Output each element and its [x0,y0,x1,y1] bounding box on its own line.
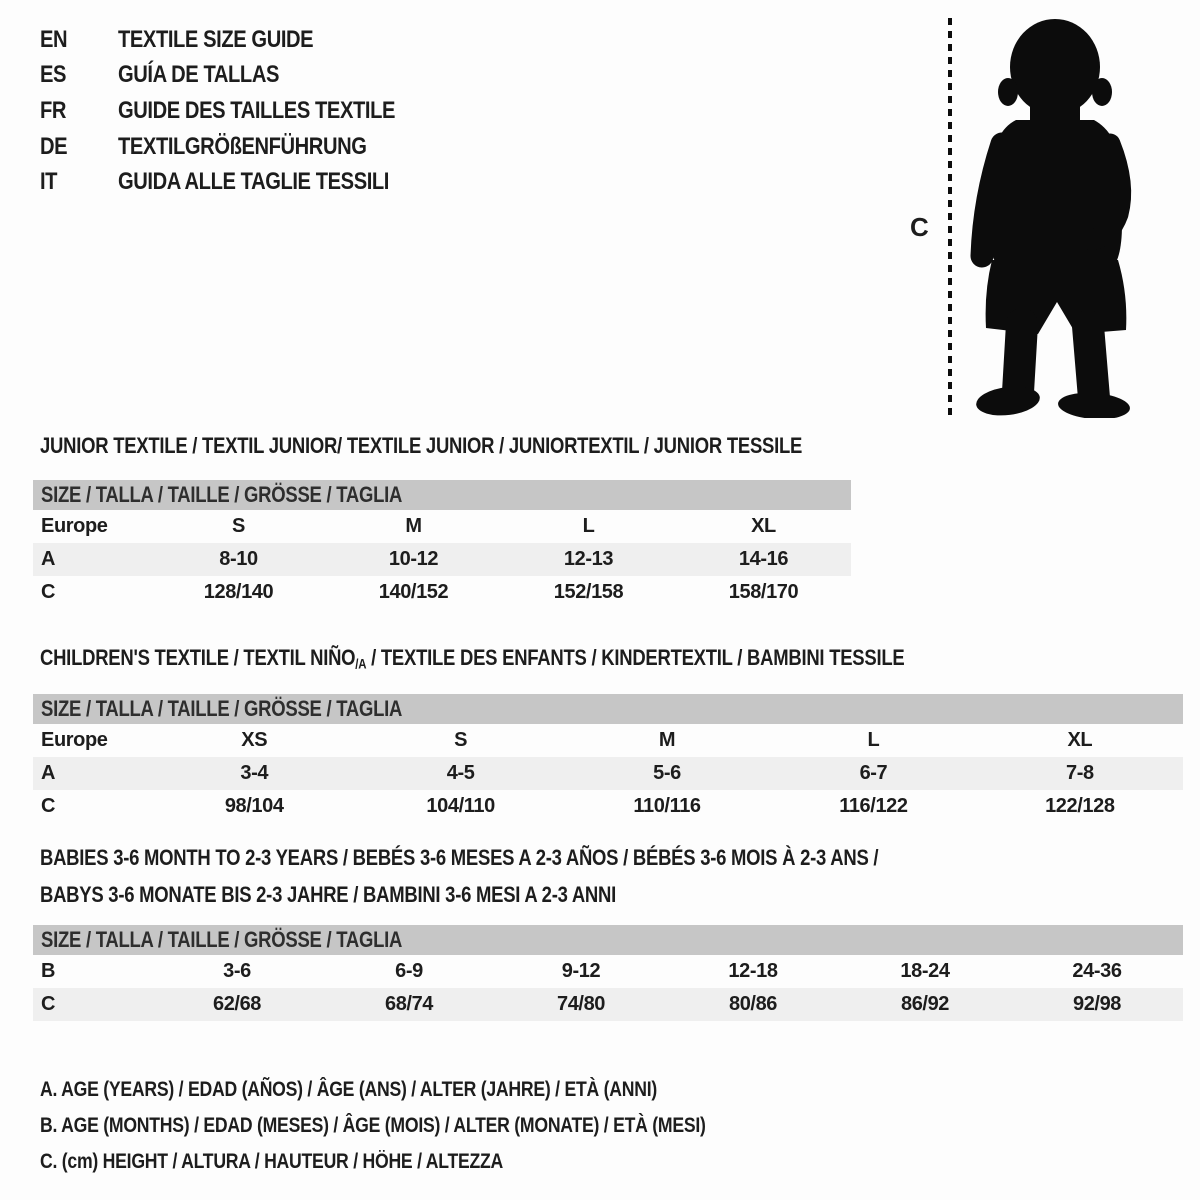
size-header-bar [33,925,1183,955]
guide-title: GUIDA ALLE TAGLIE TESSILI [118,168,389,196]
height-cell: 92/98 [1072,993,1122,1015]
language-title-list [40,22,448,200]
row-label: Europe [41,515,108,537]
legend-line-a: A. AGE (YEARS) / EDAD (AÑOS) / ÂGE (ANS) / ALTER (JAHRE) / ETÀ (ANNI) [40,1078,658,1101]
language-row [40,22,448,58]
height-cell: 80/86 [728,993,778,1015]
age-cell: 18-24 [900,960,950,982]
height-cell: 128/140 [203,581,274,603]
age-cell: 3-4 [240,762,269,784]
height-cell: 152/158 [553,581,624,603]
height-cell: 86/92 [900,993,950,1015]
size-header-text: SIZE / TALLA / TAILLE / GRÖSSE / TAGLIA [41,696,403,721]
guide-title: TEXTILE SIZE GUIDE [118,25,314,53]
age-cell: 4-5 [446,762,475,784]
size-cell: XL [751,515,776,537]
babies-size-table [33,925,1183,1021]
age-cell: 7-8 [1065,762,1094,784]
age-cell: 10-12 [388,548,439,570]
nino-a-subscript: /A [355,656,367,672]
size-header-text: SIZE / TALLA / TAILLE / GRÖSSE / TAGLIA [41,927,403,952]
age-cell: 9-12 [561,960,601,982]
row-label: A [41,762,56,784]
height-cell: 116/122 [839,795,908,817]
size-header-bar [33,480,851,510]
junior-size-table [33,480,851,609]
table-row-age [33,757,1183,790]
size-cell: L [582,515,595,537]
height-measure-label: C [910,212,929,242]
size-cell: L [867,729,880,751]
height-cell: 140/152 [378,581,449,603]
measure-legend [40,1072,832,1180]
guide-title: GUÍA DE TALLAS [118,61,279,89]
row-label: A [41,548,56,570]
language-row [40,129,448,165]
children-size-table [33,694,1183,823]
size-cell: M [405,515,422,537]
row-label: C [41,581,56,603]
age-cell: 14-16 [738,548,789,570]
children-section-heading-text: CHILDREN'S TEXTILE / TEXTIL $NIÑO_{/A}$ / TEXTILE DES ENFANTS / KINDERTEXTIL / BAMBINI TESSILE [40,645,905,672]
table-row-europe [33,510,851,543]
table-row-height [33,790,1183,823]
row-label: Europe [41,729,108,751]
junior-section-heading-text: JUNIOR TEXTILE / TEXTIL JUNIOR/ TEXTILE JUNIOR / JUNIORTEXTIL / JUNIOR TESSILE [40,433,803,458]
size-cell: S [232,515,245,537]
age-cell: 6-7 [859,762,888,784]
toddler-silhouette-icon [958,14,1140,418]
language-code: FR [40,96,67,124]
height-cell: 110/116 [633,795,701,817]
height-cell: 74/80 [556,993,606,1015]
size-header-bar [33,694,1183,724]
height-cell: 62/68 [212,993,262,1015]
row-label: C [41,993,56,1015]
table-row-height [33,988,1183,1021]
babies-section-heading-line2 [40,882,726,908]
height-cell: 68/74 [384,993,434,1015]
age-cell: 12-13 [563,548,614,570]
language-row [40,164,448,200]
language-code: DE [40,132,68,160]
babies-section-heading-line1 [40,845,1038,871]
legend-line-b: B. AGE (MONTHS) / EDAD (MESES) / ÂGE (MOIS) / ALTER (MONATE) / ETÀ (MESI) [40,1114,706,1137]
language-code: EN [40,25,68,53]
children-section-heading [40,645,1069,671]
language-row [40,58,448,94]
size-cell: S [454,729,468,751]
language-code: IT [40,168,58,196]
table-row-age-months [33,955,1183,988]
age-cell: 12-18 [728,960,778,982]
language-row [40,93,448,129]
age-cell: 5-6 [653,762,681,784]
guide-title: TEXTILGRÖßENFÜHRUNG [118,132,367,160]
junior-section-heading [40,433,947,459]
size-header-text: SIZE / TALLA / TAILLE / GRÖSSE / TAGLIA [41,482,403,507]
age-cell: 3-6 [223,960,251,982]
size-cell: XL [1067,729,1093,751]
height-cell: 122/128 [1045,795,1115,817]
height-cell: 98/104 [224,795,284,817]
size-cell: XS [241,729,268,751]
table-row-europe [33,724,1183,757]
height-cell: 104/110 [426,795,495,817]
row-label: B [41,960,56,982]
babies-heading-text-line1: BABIES 3-6 MONTH TO 2-3 YEARS / BEBÉS 3-6 MESES A 2-3 AÑOS / BÉBÉS 3-6 MOIS À 2-3 ANS / [40,845,879,870]
height-measure-dashed-line [948,18,952,415]
age-cell: 8-10 [219,548,258,570]
age-cell: 24-36 [1072,960,1122,982]
row-label: C [41,795,56,817]
babies-heading-text-line2: BABYS 3-6 MONATE BIS 2-3 JAHRE / BAMBINI 3-6 MESI A 2-3 ANNI [40,882,616,907]
table-row-age [33,543,851,576]
language-code: ES [40,61,67,89]
legend-line-c: C. (cm) HEIGHT / ALTURA / HAUTEUR / HÖHE / ALTEZZA [40,1150,504,1173]
height-cell: 158/170 [728,581,799,603]
size-cell: M [658,729,676,751]
age-cell: 6-9 [395,960,423,982]
table-row-height [33,576,851,609]
guide-title: GUIDE DES TAILLES TEXTILE [118,96,395,124]
